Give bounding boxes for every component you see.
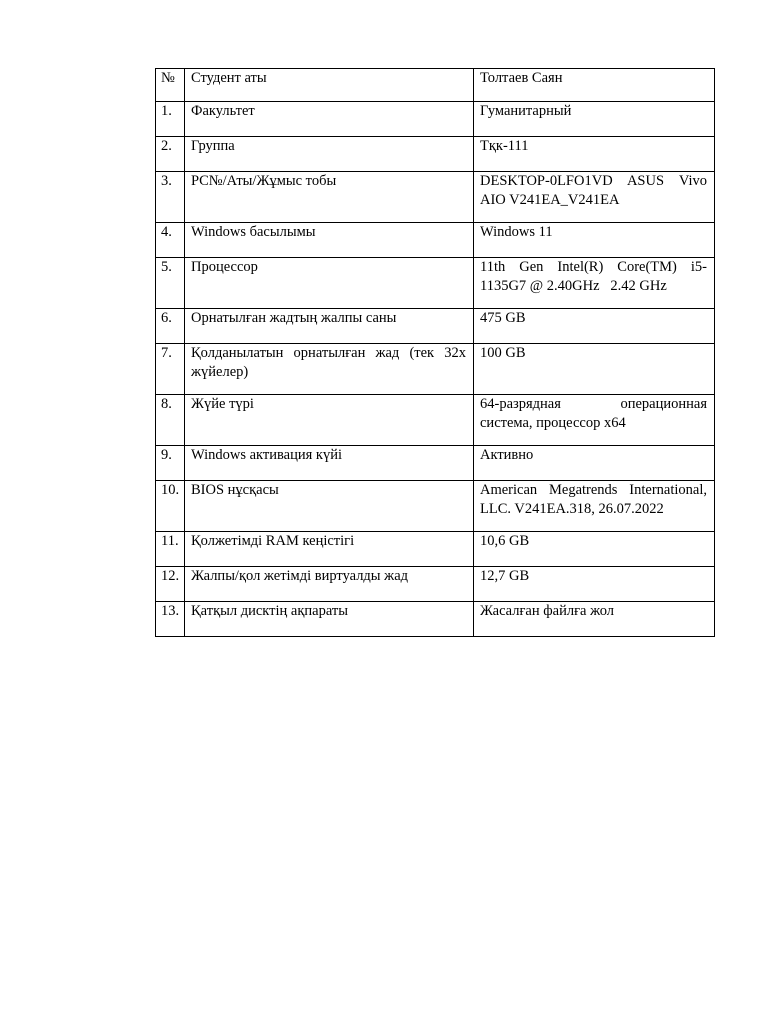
- row-label: PC№/Аты/Жұмыс тобы: [185, 172, 474, 223]
- header-number-cell: №: [156, 69, 185, 102]
- row-number: 11.: [156, 532, 185, 567]
- table-row-windows-edition: [156, 223, 715, 258]
- row-number: 2.: [156, 137, 185, 172]
- table-row-group: [156, 137, 715, 172]
- table-row-pc-name: [156, 172, 715, 223]
- table-row-installed-memory: [156, 309, 715, 344]
- table-row-hard-disk: [156, 602, 715, 637]
- table-row-available-ram: [156, 532, 715, 567]
- row-value: Тқк-111: [474, 137, 715, 172]
- table-row-faculty: [156, 102, 715, 137]
- row-value: Жасалған файлға жол: [474, 602, 715, 637]
- row-label: Факультет: [185, 102, 474, 137]
- row-number: 12.: [156, 567, 185, 602]
- row-value: 475 GB: [474, 309, 715, 344]
- table-row-bios: [156, 481, 715, 532]
- row-value: DESKTOP-0LFO1VD ASUS Vivo AIO V241EA_V241EA: [474, 172, 715, 223]
- row-number: 5.: [156, 258, 185, 309]
- table-row-system-type: [156, 395, 715, 446]
- row-label: Қолжетімді RAM кеңістігі: [185, 532, 474, 567]
- row-number: 1.: [156, 102, 185, 137]
- row-number: 13.: [156, 602, 185, 637]
- row-label: Орнатылған жадтың жалпы саны: [185, 309, 474, 344]
- table-row-virtual-memory: [156, 567, 715, 602]
- row-value: Гуманитарный: [474, 102, 715, 137]
- row-number: 7.: [156, 344, 185, 395]
- row-label: Қолданылатын орнатылған жад (тек 32х жүйелер): [185, 344, 474, 395]
- student-name-cell: Толтаев Саян: [474, 69, 715, 102]
- row-value: Windows 11: [474, 223, 715, 258]
- row-value: 10,6 GB: [474, 532, 715, 567]
- row-label: Windows активация күйі: [185, 446, 474, 481]
- row-label: Жүйе түрі: [185, 395, 474, 446]
- table-row-activation: [156, 446, 715, 481]
- row-value: [474, 395, 715, 446]
- row-value: 11th Gen Intel(R) Core(TM) i5-1135G7 @ 2.40GHz 2.42 GHz: [474, 258, 715, 309]
- student-info-table: [155, 68, 715, 637]
- row-label: Группа: [185, 137, 474, 172]
- row-number: 3.: [156, 172, 185, 223]
- row-label: Қатқыл дисктің ақпараты: [185, 602, 474, 637]
- table-row-processor: [156, 258, 715, 309]
- system-type-line-1: 64-разрядная операционная: [480, 396, 707, 412]
- row-label: Windows басылымы: [185, 223, 474, 258]
- row-number: 8.: [156, 395, 185, 446]
- row-value: 12,7 GB: [474, 567, 715, 602]
- row-label: BIOS нұсқасы: [185, 481, 474, 532]
- row-number: 4.: [156, 223, 185, 258]
- table-row-usable-memory: [156, 344, 715, 395]
- row-value: Активно: [474, 446, 715, 481]
- row-label: Процессор: [185, 258, 474, 309]
- row-number: 10.: [156, 481, 185, 532]
- row-number: 6.: [156, 309, 185, 344]
- system-type-line-2: система, процессор x64: [480, 415, 626, 431]
- row-label: Жалпы/қол жетімді виртуалды жад: [185, 567, 474, 602]
- table-header-row: [156, 69, 715, 102]
- row-value: 100 GB: [474, 344, 715, 395]
- header-label-cell: Студент аты: [185, 69, 474, 102]
- row-value: American Megatrends International, LLC. V241EA.318, 26.07.2022: [474, 481, 715, 532]
- row-number: 9.: [156, 446, 185, 481]
